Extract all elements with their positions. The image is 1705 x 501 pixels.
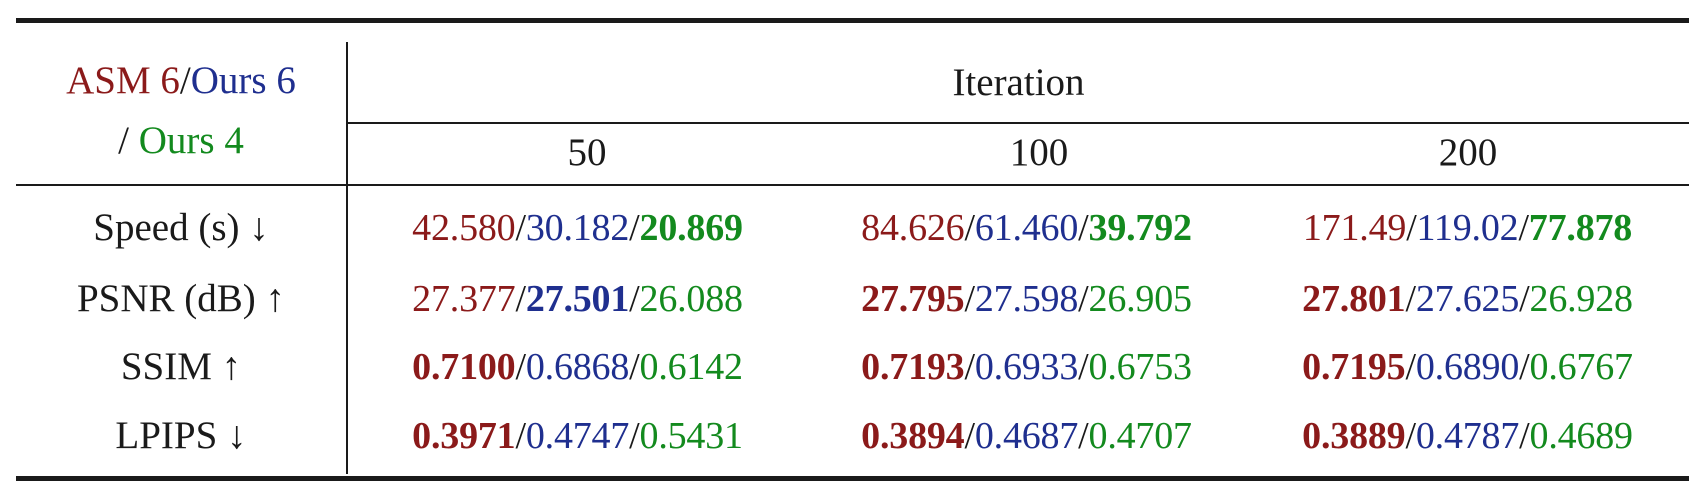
legend-separator: / [179, 59, 191, 102]
iteration-50-header: 50 [567, 131, 607, 174]
row-label-ssim: SSIM ↑ [120, 345, 242, 388]
table-body-rule [16, 184, 1689, 186]
table-cell: 27.377/27.501/26.088 [412, 278, 743, 320]
table-top-rule [16, 18, 1689, 23]
method-legend-line-1 [16, 58, 346, 104]
table-cell: 0.7195/0.6890/0.6767 [1302, 346, 1633, 388]
table-cell: 0.7193/0.6933/0.6753 [861, 346, 1192, 388]
table-cell: 84.626/61.460/39.792 [861, 207, 1192, 249]
method-legend-line-2 [16, 118, 346, 164]
legend-separator: / [118, 119, 129, 162]
legend-asm: ASM 6 [66, 59, 180, 102]
table-cell: 42.580/30.182/20.869 [412, 207, 743, 249]
row-label-psnr: PSNR (dB) ↑ [76, 277, 286, 320]
iteration-header-rule [348, 122, 1689, 124]
table-cell: 27.801/27.625/26.928 [1302, 278, 1633, 320]
iteration-200-header: 200 [1438, 131, 1498, 174]
table-column-divider [346, 42, 348, 474]
table-cell: 27.795/27.598/26.905 [861, 278, 1192, 320]
legend-ours4: Ours 4 [138, 119, 244, 162]
iteration-100-header: 100 [1009, 131, 1069, 174]
table-cell: 0.3894/0.4687/0.4707 [861, 415, 1192, 457]
table-cell: 0.3889/0.4787/0.4689 [1302, 415, 1633, 457]
iteration-group-title: Iteration [952, 61, 1085, 104]
legend-ours6: Ours 6 [190, 59, 296, 102]
table-bottom-rule [16, 476, 1689, 481]
row-label-speed: Speed (s) ↓ [93, 206, 269, 249]
table-cell: 0.3971/0.4747/0.5431 [412, 415, 743, 457]
row-label-lpips: LPIPS ↓ [115, 414, 247, 457]
table-cell: 171.49/119.02/77.878 [1302, 207, 1633, 249]
table-cell: 0.7100/0.6868/0.6142 [412, 346, 743, 388]
